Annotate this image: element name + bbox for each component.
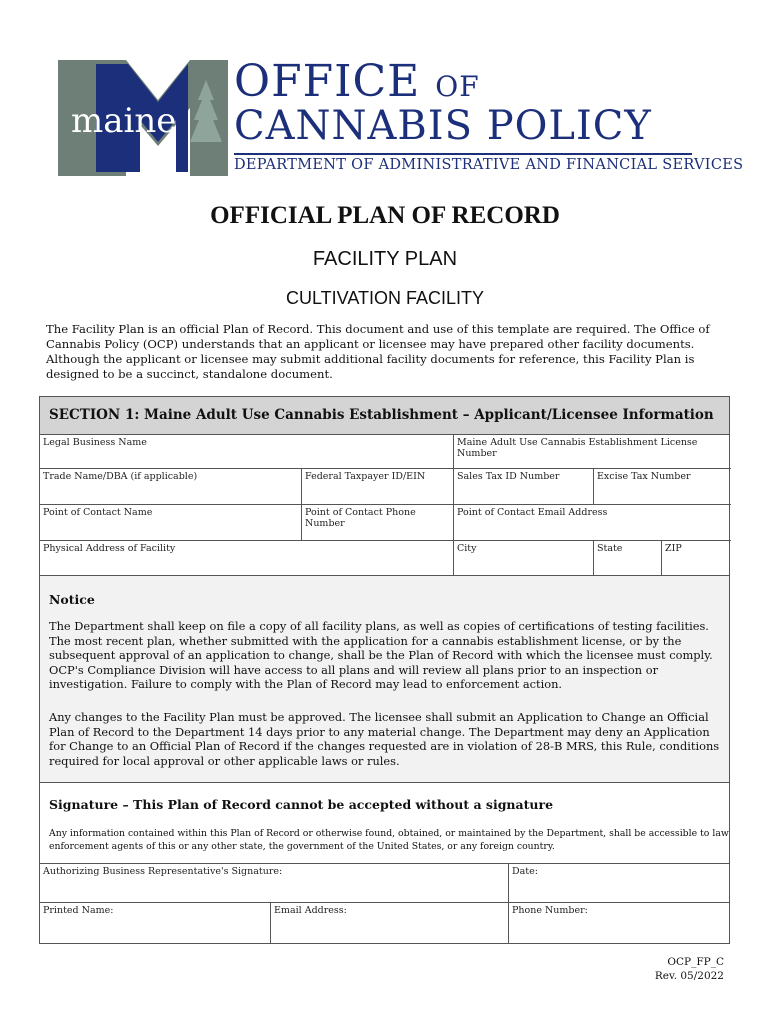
contact-email-field[interactable]: Point of Contact Email Address xyxy=(454,505,731,541)
state-field[interactable]: State xyxy=(594,541,662,575)
form-code: OCP_FP_C xyxy=(667,956,724,968)
logo-of-text: OF xyxy=(435,70,480,103)
section-1-heading: SECTION 1: Maine Adult Use Cannabis Establishment – Applicant/Licensee Information xyxy=(40,397,729,435)
fein-field[interactable]: Federal Taxpayer ID/EIN xyxy=(302,469,454,505)
contact-phone-field[interactable]: Point of Contact Phone Number xyxy=(302,505,454,541)
trade-name-field[interactable]: Trade Name/DBA (if applicable) xyxy=(40,469,302,505)
page-title: OFFICIAL PLAN OF RECORD xyxy=(210,202,560,229)
notice-heading: Notice xyxy=(49,592,95,607)
address-field[interactable]: Physical Address of Facility xyxy=(40,541,454,575)
page-subtitle-facility-plan: FACILITY PLAN xyxy=(312,248,458,270)
logo-department-text: DEPARTMENT OF ADMINISTRATIVE AND FINANCIAL SERVICES xyxy=(234,157,744,173)
zip-field[interactable]: ZIP xyxy=(665,543,682,554)
sales-tax-field[interactable]: Sales Tax ID Number xyxy=(454,469,594,505)
section-1 xyxy=(39,396,730,944)
notice-paragraph-1: The Department shall keep on file a copy of all facility plans, as well as copies of certifications of testing facilities. The most recent plan, whether submitted with the application for a cannabis establishment license, or by the subsequent approval of an application to change, shall be the Plan of Record with which the licensee must comply. OCP's Compliance Division will have access to all plans and will review all plans prior to an inspection or investigation. Failure to comply with the Plan of Record may lead to enforcement action. xyxy=(49,619,713,692)
date-field[interactable]: Date: xyxy=(512,866,538,877)
name-row xyxy=(40,903,729,944)
page-subtitle-cultivation: CULTIVATION FACILITY xyxy=(285,288,485,308)
revision-date: Rev. 05/2022 xyxy=(654,970,724,982)
phone-number-field[interactable]: Phone Number: xyxy=(512,905,588,916)
license-number-field[interactable]: Maine Adult Use Cannabis Establishment License Number xyxy=(454,435,731,469)
footer xyxy=(655,955,724,983)
email-address-field[interactable]: Email Address: xyxy=(271,903,509,943)
legal-business-name-field[interactable]: Legal Business Name xyxy=(40,435,454,469)
intro-paragraph: The Facility Plan is an official Plan of Record. This document and use of this template are required. The Office of Cannabis Policy (OCP) understands that an applicant or licensee may have prepared other facility documents. Although the applicant or licensee may submit additional facility documents for reference, this Facility Plan is designed to be a succinct, standalone document. xyxy=(46,322,710,381)
representative-signature-field[interactable]: Authorizing Business Representative's Signature: xyxy=(40,864,509,902)
logo-office-text: OFFICE xyxy=(234,56,421,107)
maine-logo-graphic xyxy=(58,60,228,176)
logo-cannabis-policy-text: CANNABIS POLICY xyxy=(234,103,652,149)
notice-paragraph-2: Any changes to the Facility Plan must be approved. The licensee shall submit an Application to Change an Official Plan of Record to the Department 14 days prior to any material change. The Department may deny an Application for Change to an Official Plan of Record if the changes requested are in violation of 28-B MRS, this Rule, conditions required for local approval or other applicable laws or rules. xyxy=(49,710,720,768)
signature-heading: Signature – This Plan of Record cannot be accepted without a signature xyxy=(49,797,554,812)
signature-row xyxy=(40,863,729,903)
contact-name-field[interactable]: Point of Contact Name xyxy=(40,505,302,541)
ocp-logo xyxy=(58,56,744,178)
excise-tax-field[interactable]: Excise Tax Number xyxy=(594,469,731,505)
notice-box xyxy=(40,575,729,783)
printed-name-field[interactable]: Printed Name: xyxy=(40,903,271,943)
signature-disclaimer: Any information contained within this Plan of Record or otherwise found, obtained, or maintained by the Department, shall be accessible to law enforcement agents of this or any other state, the government of the United States, or any foreign country. xyxy=(49,828,729,852)
logo-maine-text: maine xyxy=(71,101,177,141)
city-field[interactable]: City xyxy=(454,541,594,575)
logo-rule xyxy=(234,153,692,155)
